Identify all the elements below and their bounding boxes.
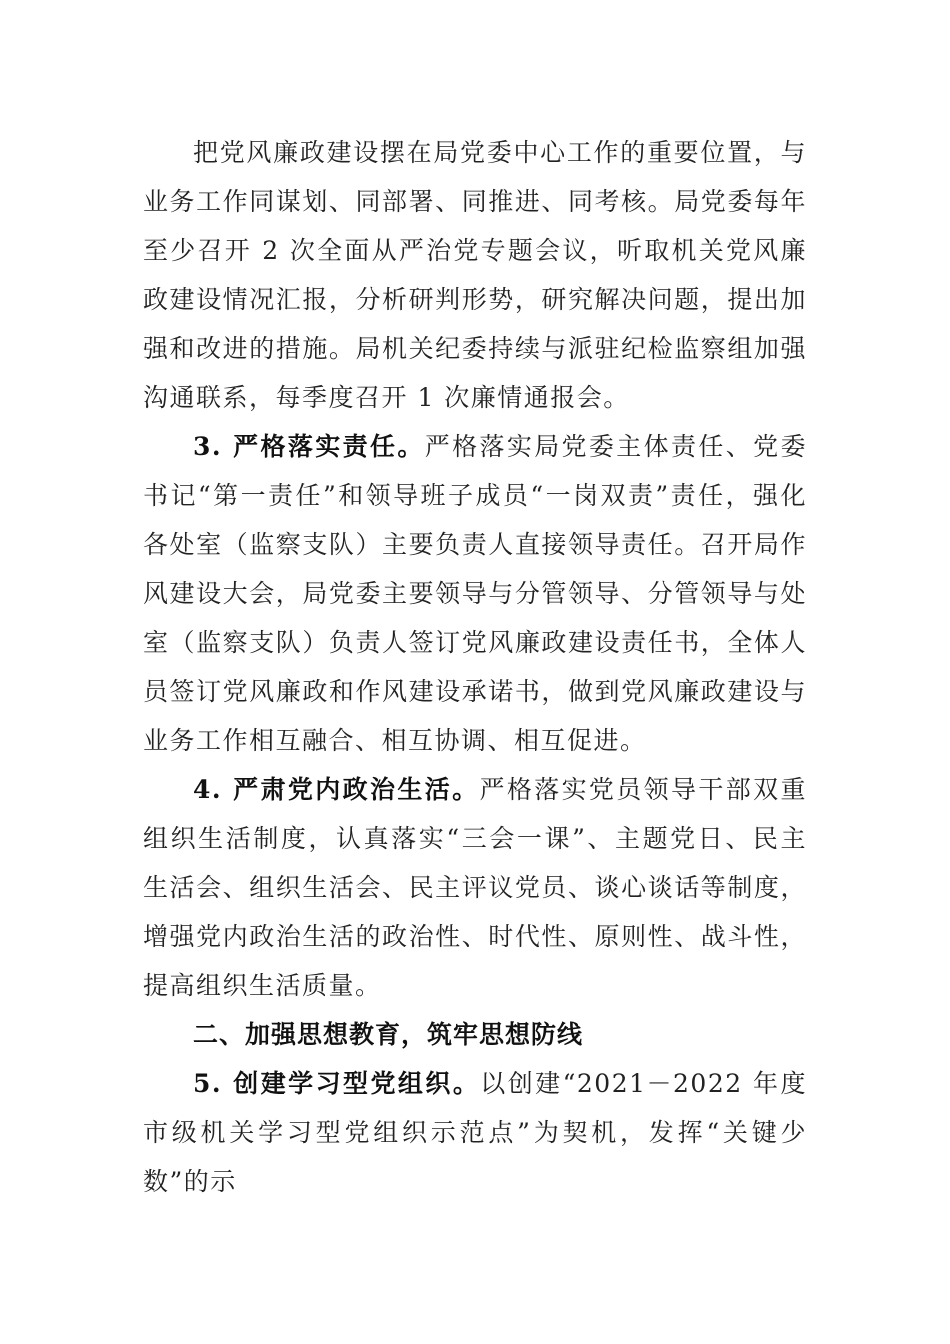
paragraph-lead: 5. 创建学习型党组织。 [193,1069,481,1098]
paragraph-text: 以创建“2021－2022 年度市级机关学习型党组织示范点”为契机，发挥“关键少数”的示 [143,1069,807,1196]
paragraph-text: 严格落实局党委主体责任、党委书记“第一责任”和领导班子成员“一岗双责”责任，强化各处室（监察支队）主要负责人直接领导责任。召开局作风建设大会，局党委主要领导与分管领导、分管领导与处室（监察支队）负责人签订党风廉政建设责任书，全体人员签订党风廉政和作风建设承诺书，做到党风廉政建设与业务工作相互融合、相互协调、相互促进。 [143,432,807,755]
section-heading: 二、加强思想教育，筑牢思想防线 [193,1020,584,1049]
document-body [143,128,807,1206]
paragraph-lead: 4. 严肃党内政治生活。 [193,775,480,804]
paragraph-party-political-life [143,765,807,1010]
paragraph-learning-organization [143,1059,807,1206]
paragraph-implement-responsibility [143,422,807,765]
paragraph-text: 严格落实党员领导干部双重组织生活制度，认真落实“三会一课”、主题党日、民主生活会、组织生活会、民主评议党员、谈心谈话等制度，增强党内政治生活的政治性、时代性、原则性、战斗性，提高组织生活质量。 [143,775,807,1000]
paragraph-responsibility-position: 把党风廉政建设摆在局党委中心工作的重要位置，与业务工作同谋划、同部署、同推进、同考核。局党委每年至少召开 2 次全面从严治党专题会议，听取机关党风廉政建设情况汇报，分析研判形势，研究解决问题，提出加强和改进的措施。局机关纪委持续与派驻纪检监察组加强沟通联系，每季度召开 1 次廉情通报会。 [143,138,807,412]
paragraph-lead: 3. 严格落实责任。 [193,432,425,461]
